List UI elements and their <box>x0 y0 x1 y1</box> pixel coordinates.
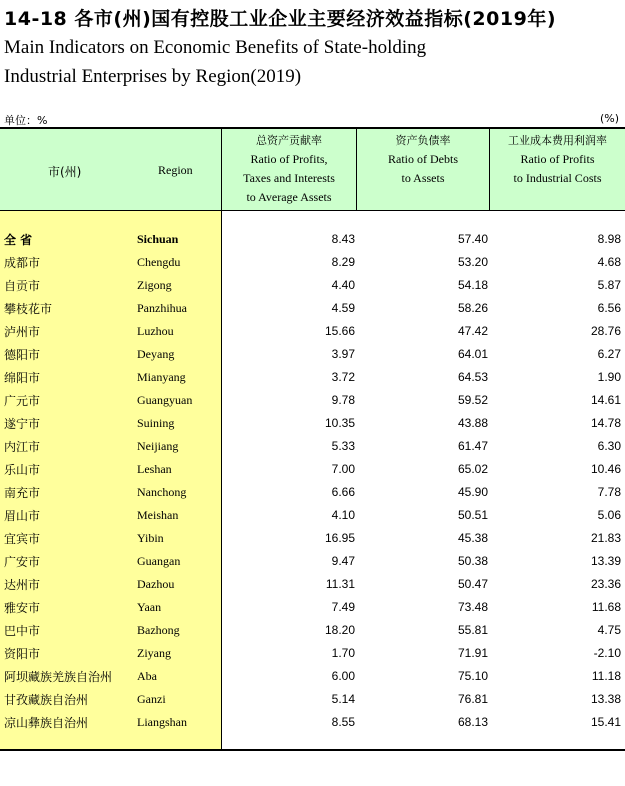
region-name-en: Deyang <box>137 347 175 361</box>
region-name-cn: 甘孜藏族自治州 <box>4 693 89 707</box>
header-col1-en2: Taxes and Interests <box>243 171 335 185</box>
header-col2-cn: 资产负债率 <box>395 134 451 147</box>
profit-tax-ratio: 11.31 <box>325 577 355 591</box>
table-row <box>0 366 625 389</box>
header-col1-en1: Ratio of Profits, <box>250 152 328 166</box>
profit-tax-ratio: 6.66 <box>331 485 355 499</box>
profit-cost-ratio: 5.06 <box>597 508 621 522</box>
profit-tax-ratio: 9.78 <box>331 393 355 407</box>
debt-asset-ratio: 45.90 <box>457 485 488 499</box>
region-name-cn: 成都市 <box>4 256 41 270</box>
debt-asset-ratio: 54.18 <box>457 278 488 292</box>
header-col1-en3: to Average Assets <box>246 190 332 204</box>
table-title-en-line2: Industrial Enterprises by Region(2019) <box>4 66 302 87</box>
table-row <box>0 389 625 412</box>
debt-asset-ratio: 61.47 <box>457 439 488 453</box>
profit-cost-ratio: 1.90 <box>597 370 621 384</box>
region-name-cn: 眉山市 <box>4 509 41 523</box>
debt-asset-ratio: 71.91 <box>457 646 488 660</box>
header-col1 <box>222 129 357 211</box>
profit-cost-ratio: 6.56 <box>597 301 621 315</box>
region-name-cn: 遂宁市 <box>4 417 41 431</box>
profit-tax-ratio: 8.43 <box>331 232 355 246</box>
region-name-en: Bazhong <box>137 623 180 637</box>
profit-tax-ratio: 6.00 <box>331 669 355 683</box>
region-name-en: Meishan <box>137 508 179 522</box>
profit-cost-ratio: 10.46 <box>590 462 621 476</box>
region-name-en: Leshan <box>137 462 172 476</box>
table-row <box>0 228 625 251</box>
profit-cost-ratio: -2.10 <box>593 646 621 660</box>
profit-tax-ratio: 9.47 <box>331 554 355 568</box>
profit-tax-ratio: 15.66 <box>324 324 355 338</box>
region-name-cn: 广元市 <box>4 394 41 408</box>
profit-tax-ratio: 8.55 <box>331 715 355 729</box>
region-name-en: Liangshan <box>137 715 187 729</box>
profit-tax-ratio: 5.14 <box>331 692 355 706</box>
header-col3 <box>490 129 625 211</box>
debt-asset-ratio: 75.10 <box>457 669 488 683</box>
table-row <box>0 481 625 504</box>
region-name-cn: 达州市 <box>4 578 41 592</box>
table-row <box>0 435 625 458</box>
table-row <box>0 711 625 734</box>
region-name-cn: 内江市 <box>4 440 41 454</box>
header-col3-en2: to Industrial Costs <box>513 171 602 185</box>
region-name-cn: 自贡市 <box>4 279 41 293</box>
debt-asset-ratio: 50.47 <box>457 577 488 591</box>
profit-tax-ratio: 16.95 <box>324 531 355 545</box>
debt-asset-ratio: 53.20 <box>457 255 488 269</box>
profit-tax-ratio: 3.97 <box>331 347 355 361</box>
table-title-cn: 14-18 各市(州)国有控股工业企业主要经济效益指标(2019年) <box>4 8 556 30</box>
region-name-en: Luzhou <box>137 324 174 338</box>
profit-cost-ratio: 14.61 <box>590 393 621 407</box>
profit-cost-ratio: 21.83 <box>590 531 621 545</box>
region-name-cn: 乐山市 <box>4 463 41 477</box>
profit-tax-ratio: 8.29 <box>331 255 355 269</box>
profit-cost-ratio: 15.41 <box>590 715 621 729</box>
table-row <box>0 458 625 481</box>
region-name-en: Panzhihua <box>137 301 187 315</box>
region-name-en: Suining <box>137 416 175 430</box>
debt-asset-ratio: 73.48 <box>457 600 488 614</box>
debt-asset-ratio: 58.26 <box>457 301 488 315</box>
table-row <box>0 274 625 297</box>
table-title-en-line1: Main Indicators on Economic Benefits of State-holding <box>4 37 427 58</box>
table-row <box>0 573 625 596</box>
debt-asset-ratio: 45.38 <box>457 531 488 545</box>
region-name-en: Aba <box>137 669 157 683</box>
region-name-cn: 雅安市 <box>4 601 41 615</box>
table-row <box>0 688 625 711</box>
region-name-en: Guangyuan <box>137 393 193 407</box>
header-col3-cn: 工业成本费用利润率 <box>508 134 607 147</box>
table-row <box>0 665 625 688</box>
bottom-rule <box>0 749 625 751</box>
unit-label-right: (%) <box>599 112 619 125</box>
profit-cost-ratio: 4.75 <box>597 623 621 637</box>
table-row <box>0 320 625 343</box>
region-name-cn: 宜宾市 <box>4 532 41 546</box>
profit-cost-ratio: 5.87 <box>597 278 621 292</box>
region-name-cn: 绵阳市 <box>4 371 41 385</box>
profit-tax-ratio: 7.49 <box>331 600 355 614</box>
table-row <box>0 297 625 320</box>
profit-cost-ratio: 8.98 <box>597 232 621 246</box>
profit-cost-ratio: 28.76 <box>590 324 621 338</box>
region-name-cn: 阿坝藏族羌族自治州 <box>4 670 113 684</box>
unit-label: 单位：% <box>4 114 48 127</box>
profit-tax-ratio: 3.72 <box>331 370 355 384</box>
region-name-en: Dazhou <box>137 577 175 591</box>
debt-asset-ratio: 65.02 <box>457 462 488 476</box>
region-name-cn: 攀枝花市 <box>4 302 53 316</box>
profit-tax-ratio: 7.00 <box>331 462 355 476</box>
profit-cost-ratio: 11.68 <box>591 600 621 614</box>
profit-tax-ratio: 4.10 <box>331 508 355 522</box>
profit-cost-ratio: 23.36 <box>590 577 621 591</box>
debt-asset-ratio: 50.51 <box>457 508 488 522</box>
header-col3-en1: Ratio of Profits <box>520 152 595 166</box>
region-name-en: Nanchong <box>137 485 187 499</box>
region-name-en: Zigong <box>137 278 172 292</box>
table-row <box>0 343 625 366</box>
profit-tax-ratio: 10.35 <box>324 416 355 430</box>
debt-asset-ratio: 47.42 <box>457 324 488 338</box>
table-body <box>0 228 625 734</box>
region-name-en: Ganzi <box>137 692 166 706</box>
profit-cost-ratio: 13.39 <box>590 554 621 568</box>
table-row <box>0 504 625 527</box>
profit-cost-ratio: 6.30 <box>597 439 621 453</box>
debt-asset-ratio: 59.52 <box>457 393 488 407</box>
profit-cost-ratio: 13.38 <box>590 692 621 706</box>
profit-tax-ratio: 4.40 <box>331 278 355 292</box>
region-name-en: Yibin <box>137 531 164 545</box>
region-name-cn: 广安市 <box>4 555 41 569</box>
table-row <box>0 550 625 573</box>
table-row <box>0 596 625 619</box>
header-col1-cn: 总资产贡献率 <box>256 134 322 147</box>
debt-asset-ratio: 68.13 <box>457 715 488 729</box>
region-name-en: Sichuan <box>137 232 179 246</box>
region-name-en: Mianyang <box>137 370 186 384</box>
region-name-en: Ziyang <box>137 646 171 660</box>
debt-asset-ratio: 64.53 <box>457 370 488 384</box>
table-row <box>0 251 625 274</box>
profit-cost-ratio: 11.18 <box>591 669 621 683</box>
debt-asset-ratio: 64.01 <box>457 347 488 361</box>
profit-cost-ratio: 4.68 <box>597 255 621 269</box>
table-row <box>0 527 625 550</box>
table-row <box>0 619 625 642</box>
region-name-cn: 泸州市 <box>4 325 41 339</box>
region-name-cn: 全 省 <box>4 233 33 247</box>
header-region: Region <box>158 163 193 177</box>
profit-tax-ratio: 1.70 <box>331 646 355 660</box>
profit-tax-ratio: 4.59 <box>331 301 355 315</box>
profit-cost-ratio: 14.78 <box>590 416 621 430</box>
region-name-en: Chengdu <box>137 255 181 269</box>
region-name-en: Yaan <box>137 600 162 614</box>
profit-cost-ratio: 7.78 <box>597 485 621 499</box>
region-name-en: Guangan <box>137 554 181 568</box>
debt-asset-ratio: 57.40 <box>457 232 488 246</box>
debt-asset-ratio: 43.88 <box>457 416 488 430</box>
table-row <box>0 642 625 665</box>
region-name-cn: 资阳市 <box>4 647 41 661</box>
region-name-en: Neijiang <box>137 439 179 453</box>
debt-asset-ratio: 50.38 <box>457 554 488 568</box>
debt-asset-ratio: 55.81 <box>457 623 488 637</box>
header-col2-en1: Ratio of Debts <box>388 152 458 166</box>
debt-asset-ratio: 76.81 <box>457 692 488 706</box>
region-name-cn: 巴中市 <box>4 624 41 638</box>
header-col2 <box>357 129 490 211</box>
profit-tax-ratio: 5.33 <box>331 439 355 453</box>
region-name-cn: 凉山彝族自治州 <box>4 716 89 730</box>
header-city: 市(州) <box>48 165 82 179</box>
profit-tax-ratio: 18.20 <box>324 623 355 637</box>
region-name-cn: 南充市 <box>4 486 41 500</box>
table-row <box>0 412 625 435</box>
profit-cost-ratio: 6.27 <box>597 347 621 361</box>
header-col2-en2: to Assets <box>401 171 445 185</box>
region-name-cn: 德阳市 <box>4 348 41 362</box>
